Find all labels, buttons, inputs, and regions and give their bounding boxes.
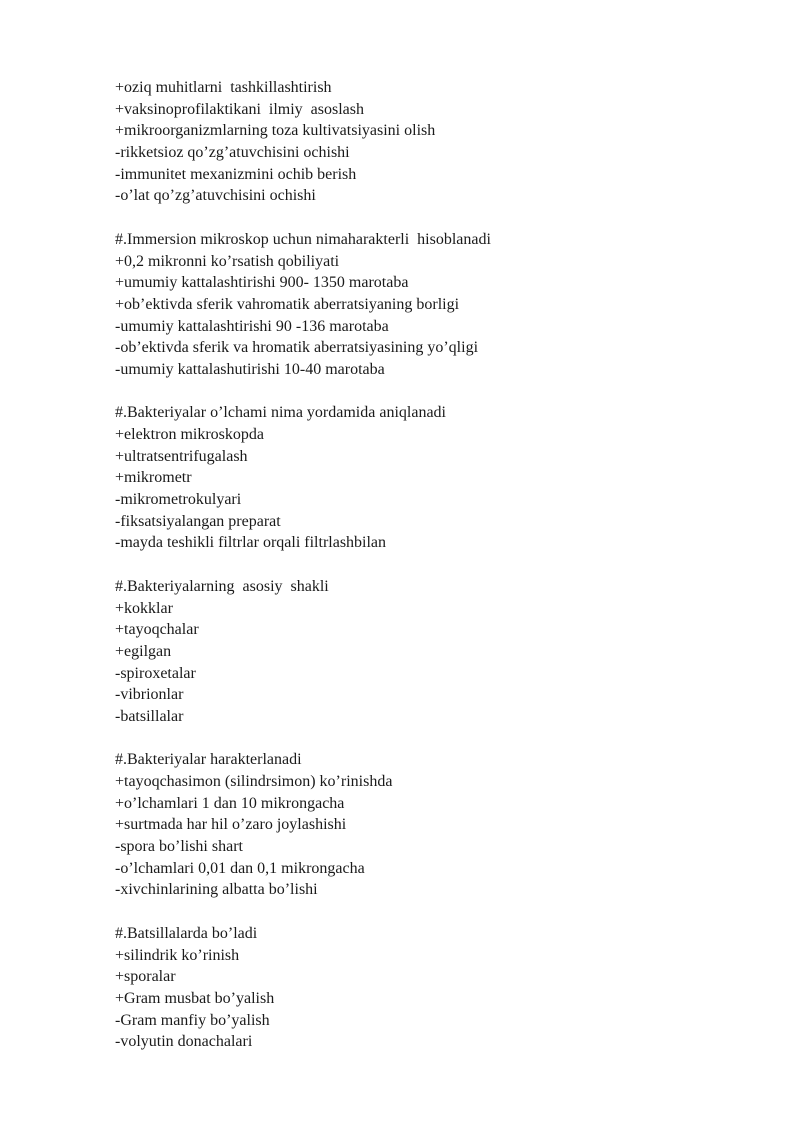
answer-line-wrong: -ob’ektivda sferik va hromatik aberratsiyasining yo’qligi [115, 339, 479, 357]
question-block [115, 923, 755, 1053]
question-block [115, 229, 755, 381]
answer-line-correct: +elektron mikroskopda [115, 426, 264, 443]
document-page [115, 77, 755, 1053]
answer-line-correct: +vaksinoprofilaktikani ilmiy asoslash [115, 100, 364, 118]
answer-line-wrong: -spora bo’lishi shart [115, 838, 243, 856]
answer-line-correct: +ob’ektivda sferik vahromatik aberratsiyaning borligi [115, 295, 460, 313]
question-block [115, 402, 755, 554]
answer-line-correct: +surtmada har hil o’zaro joylashishi [115, 816, 347, 834]
question-title: #.Batsillalarda bo’ladi [115, 924, 258, 942]
answer-line-correct: +kokklar [115, 599, 173, 617]
answer-line-correct: +ultratsentrifugalash [115, 447, 248, 465]
question-title: #.Immersion mikroskop uchun nimaharakterli hisoblanadi [115, 230, 491, 248]
answer-line-correct: +egilgan [115, 642, 172, 660]
answer-line-correct: +tayoqchalar [115, 621, 199, 639]
answer-line-wrong: -o’lat qo’zg’atuvchisini ochishi [115, 187, 316, 205]
answer-line-wrong: -rikketsioz qo’zg’atuvchisini ochishi [115, 144, 350, 162]
answer-line-wrong: -mikrometrokulyari [115, 491, 242, 509]
answer-line-correct: +oziq muhitlarni tashkillashtirish [115, 79, 332, 96]
question-block [115, 77, 755, 207]
answer-line-correct: +mikroorganizmlarning toza kultivatsiyasini olish [115, 122, 436, 140]
answer-line-correct: +sporalar [115, 968, 176, 986]
answer-line-correct: +o’lchamlari 1 dan 10 mikrongacha [115, 794, 345, 812]
question-block [115, 749, 755, 901]
question-block [115, 576, 755, 728]
answer-line-wrong: -vibrionlar [115, 686, 184, 704]
answer-line-wrong: -spiroxetalar [115, 664, 196, 682]
question-title: #.Bakteriyalar o’lchami nima yordamida aniqlanadi [115, 404, 446, 422]
answer-line-wrong: -umumiy kattalashtirishi 90 -136 marotaba [115, 317, 389, 335]
answer-line-wrong: -fiksatsiyalangan preparat [115, 512, 281, 530]
answer-line-wrong: -batsillalar [115, 707, 184, 725]
answer-line-correct: +tayoqchasimon (silindrsimon) ko’rinishda [115, 773, 393, 790]
answer-line-wrong: -umumiy kattalashutirishi 10-40 marotaba [115, 360, 385, 378]
question-title: #.Bakteriyalarning asosiy shakli [115, 577, 329, 595]
answer-line-correct: +0,2 mikronni ko’rsatish qobiliyati [115, 252, 340, 270]
answer-line-wrong: -xivchinlarining albatta bo’lishi [115, 881, 318, 899]
answer-line-wrong: -mayda teshikli filtrlar orqali filtrlashbilan [115, 534, 387, 552]
answer-line-wrong: -o’lchamlari 0,01 dan 0,1 mikrongacha [115, 859, 365, 877]
answer-line-correct: +silindrik ko’rinish [115, 946, 240, 964]
question-title: #.Bakteriyalar harakterlanadi [115, 751, 302, 769]
answer-line-correct: +Gram musbat bo’yalish [115, 989, 275, 1007]
answer-line-wrong: -volyutin donachalari [115, 1033, 253, 1051]
answer-line-wrong: -immunitet mexanizmini ochib berish [115, 165, 357, 183]
answer-line-correct: +umumiy kattalashtirishi 900- 1350 marotaba [115, 274, 409, 292]
answer-line-wrong: -Gram manfiy bo’yalish [115, 1011, 270, 1029]
answer-line-correct: +mikrometr [115, 469, 192, 487]
